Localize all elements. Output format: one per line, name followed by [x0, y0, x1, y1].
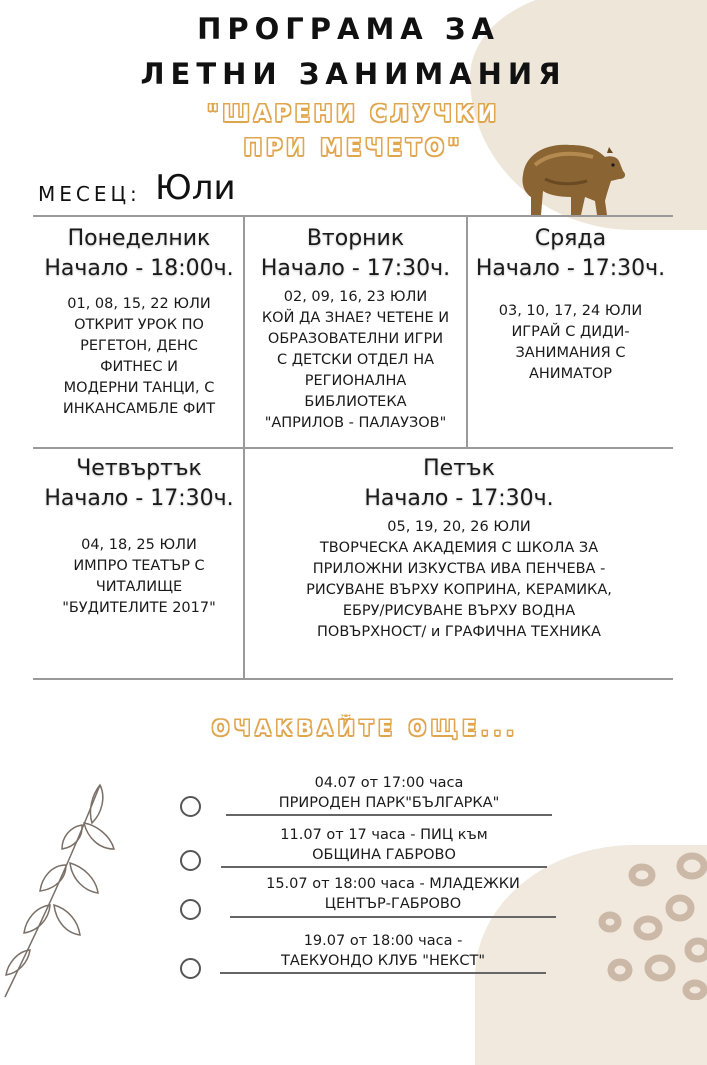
- event-line2: ТАЕКУОНДО КЛУБ "НЕКСТ": [280, 953, 485, 969]
- desc-line: ПРИЛОЖНИ ИЗКУСТВА ИВА ПЕНЧЕВА -: [312, 561, 606, 577]
- activity-description: [245, 287, 466, 434]
- desc-line: КОЙ ДА ЗНАЕ? ЧЕТЕНЕ И: [261, 310, 450, 326]
- desc-line: 05, 19, 20, 26 ЮЛИ: [387, 519, 531, 535]
- activity-description: [245, 517, 673, 643]
- leaf-branch-icon: [0, 765, 130, 1000]
- day-name: Сряда: [534, 226, 607, 251]
- desc-line: БИБЛИОТЕКА: [304, 394, 407, 410]
- desc-line: 04, 18, 25 ЮЛИ: [81, 537, 197, 553]
- subtitle-line2: ПРИ МЕЧЕТО": [243, 136, 464, 161]
- day-name: Вторник: [306, 226, 405, 251]
- desc-line: РЕГЕТОН, ДЕНС: [80, 338, 198, 354]
- desc-line: ЧИТАЛИЩЕ: [95, 579, 183, 595]
- schedule-cell-wednesday: [468, 226, 673, 385]
- schedule-cell-tuesday: [245, 226, 466, 434]
- circle-outline-icon: [180, 796, 201, 817]
- event-item: [221, 825, 547, 865]
- desc-line: ПОВЪРХНОСТ/ и ГРАФИЧНА ТЕХНИКА: [317, 624, 601, 640]
- event-line1: 19.07 от 18:00 часа -: [303, 933, 463, 949]
- desc-line: ИНКАНСАМБЛЕ ФИТ: [62, 401, 216, 417]
- event-line1: 04.07 от 17:00 часа: [314, 775, 464, 791]
- desc-line: ЕБРУ/РИСУВАНЕ ВЪРХУ ВОДНА: [342, 603, 576, 619]
- expect-more-heading: ОЧАКВАЙТЕ ОЩЕ...: [212, 716, 519, 740]
- start-time: Начало - 17:30ч.: [475, 256, 666, 281]
- subtitle-line1: "ШАРЕНИ СЛУЧКИ: [207, 102, 500, 127]
- month-label: МЕСЕЦ:: [38, 182, 141, 206]
- activity-description: [33, 535, 245, 619]
- event-line2: ОБЩИНА ГАБРОВО: [312, 847, 456, 863]
- desc-line: ТВОРЧЕСКА АКАДЕМИЯ С ШКОЛА ЗА: [319, 540, 599, 556]
- desc-line: 01, 08, 15, 22 ЮЛИ: [67, 296, 211, 312]
- circle-outline-icon: [180, 899, 201, 920]
- event-underline: [230, 916, 556, 918]
- start-time: Начало - 17:30ч.: [44, 486, 234, 511]
- desc-line: ОТКРИТ УРОК ПО: [74, 317, 204, 333]
- desc-line: ФИТНЕС И: [100, 359, 178, 375]
- desc-line: МОДЕРНИ ТАНЦИ, С: [63, 380, 215, 396]
- start-time: Начало - 17:30ч.: [260, 256, 451, 281]
- event-underline: [220, 972, 546, 974]
- desc-line: ОБРАЗОВАТЕЛНИ ИГРИ: [267, 331, 444, 347]
- schedule-cell-monday: [33, 226, 245, 420]
- schedule-cell-thursday: [33, 456, 245, 619]
- activity-description: [33, 294, 245, 420]
- grid-line-bottom: [33, 678, 673, 680]
- desc-line: "АПРИЛОВ - ПАЛАУЗОВ": [264, 415, 447, 431]
- event-line2: ЦЕНТЪР-ГАБРОВО: [324, 896, 462, 912]
- event-line1: 15.07 от 18:00 часа - МЛАДЕЖКИ: [266, 876, 520, 892]
- desc-line: РИСУВАНЕ ВЪРХУ КОПРИНА, КЕРАМИКА,: [306, 582, 612, 598]
- circle-outline-icon: [180, 958, 201, 979]
- page-title-line2: ЛЕТНИ ЗАНИМАНИЯ: [140, 57, 567, 91]
- desc-line: РЕГИОНАЛНА: [304, 373, 407, 389]
- desc-line: 02, 09, 16, 23 ЮЛИ: [283, 289, 428, 305]
- desc-line: "БУДИТЕЛИТЕ 2017": [62, 600, 216, 616]
- schedule-cell-friday: [245, 456, 673, 643]
- grid-line-middle: [33, 447, 673, 449]
- event-underline: [221, 866, 547, 868]
- event-underline: [226, 814, 552, 816]
- day-name: Понеделник: [67, 226, 211, 251]
- circle-outline-icon: [180, 850, 201, 871]
- desc-line: 03, 10, 17, 24 ЮЛИ: [498, 303, 643, 319]
- desc-line: АНИМАТОР: [528, 366, 613, 382]
- event-item: [230, 874, 556, 914]
- page-title-line1: ПРОГРАМА ЗА: [197, 12, 500, 46]
- month-value: Юли: [155, 168, 236, 208]
- desc-line: С ДЕТСКИ ОТДЕЛ НА: [276, 352, 435, 368]
- event-item: [220, 931, 546, 971]
- event-item: [226, 773, 552, 813]
- day-name: Петък: [423, 456, 495, 481]
- desc-line: ЗАНИМАНИЯ С: [515, 345, 626, 361]
- activity-description: [468, 301, 673, 385]
- start-time: Начало - 18:00ч.: [44, 256, 234, 281]
- ring-pattern-icon: [580, 850, 707, 1000]
- event-line2: ПРИРОДЕН ПАРК"БЪЛГАРКА": [278, 795, 500, 811]
- start-time: Начало - 17:30ч.: [364, 486, 554, 511]
- day-name: Четвъртък: [76, 456, 202, 481]
- desc-line: ИГРАЙ С ДИДИ-: [511, 324, 630, 340]
- event-line1: 11.07 от 17 часа - ПИЦ към: [280, 827, 488, 843]
- desc-line: ИМПРО ТЕАТЪР С: [73, 558, 205, 574]
- grid-line-top: [33, 215, 673, 217]
